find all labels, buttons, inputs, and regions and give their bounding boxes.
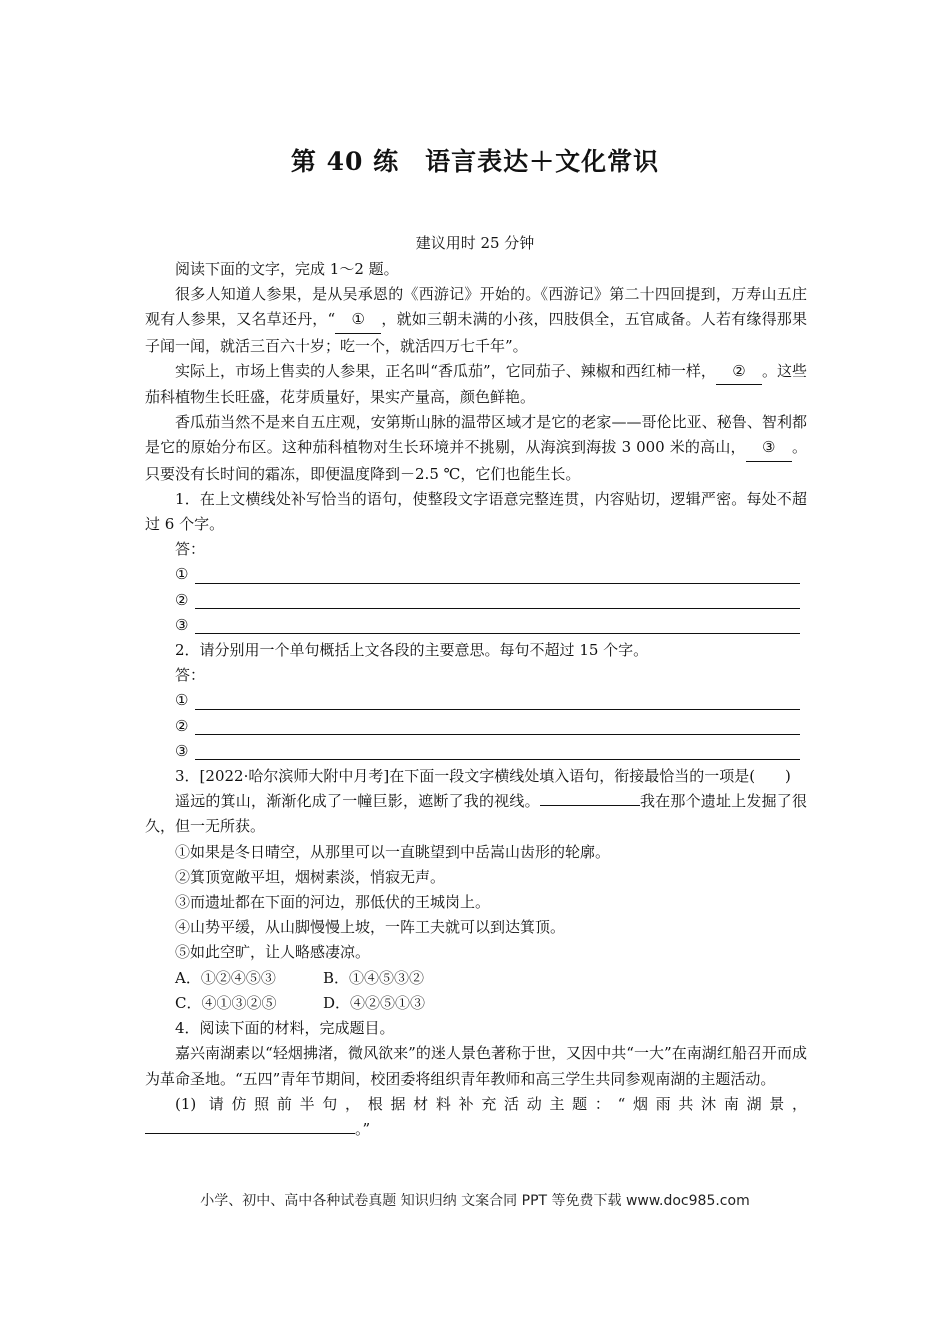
answer-line[interactable]: ① [175, 688, 807, 713]
answer-line[interactable]: ② [175, 714, 807, 739]
question-3-item: ⑤如此空旷，让人略感凄凉。 [175, 943, 371, 962]
option-c[interactable]: C．④①③②⑤ [175, 993, 277, 1012]
answer-line[interactable]: ① [175, 562, 807, 587]
page-title: 第 40 练 语言表达＋文化常识 [290, 147, 660, 176]
answer-label: 答： [175, 666, 206, 685]
blank-2: ② [716, 359, 762, 385]
question-4-blank[interactable] [145, 1133, 355, 1134]
question-4-material: 嘉兴南湖素以“轻烟拂渚，微风欲来”的迷人景色著称于世，又因中共“一大”在南湖红船召开而成为革命圣地。“五四”青年节期间，校团委将组织青年教师和高三学生共同参观南湖的主题活动。 [145, 1044, 807, 1088]
question-1: 1．在上文横线处补写恰当的语句，使整段文字语意完整连贯，内容贴切，逻辑严密。每处不超过 6 个字。 [145, 489, 807, 534]
question-4-sub-1: (1) 请仿照前半句，根据材料补充活动主题：“烟雨共沐南湖景，。” [145, 1092, 807, 1142]
answer-line[interactable]: ② [175, 588, 807, 613]
reading-intro: 阅读下面的文字，完成 1～2 题。 [175, 260, 399, 278]
blank-3: ③ [746, 435, 792, 461]
answer-label: 答： [175, 540, 206, 559]
option-a[interactable]: A．①②④⑤③ [175, 968, 276, 987]
time-suggestion: 建议用时 25 分钟 [415, 234, 535, 252]
question-4: 4．阅读下面的材料，完成题目。 [175, 1019, 395, 1038]
passage-paragraph-2: 实际上，市场上售卖的人参果，正名叫“香瓜茄”，它同茄子、辣椒和西红柿一样， ② 。这些茄科植物生长旺盛，花芽质量好，果实产量高，颜色鲜艳。 [145, 359, 807, 410]
footer-banner: 小学、初中、高中各种试卷真题 知识归纳 文案合同 PPT 等免费下载 www.doc985.com [200, 1193, 750, 1209]
option-d[interactable]: D．④②⑤①③ [323, 993, 426, 1012]
question-3-item: ②箕顶宽敞平坦，烟树素淡，悄寂无声。 [175, 867, 446, 886]
question-3-blank [540, 805, 640, 806]
passage-paragraph-1: 很多人知道人参果，是从吴承恩的《西游记》开始的。《西游记》第二十四回提到，万寿山五庄观有人参果，又名草还丹，“ ① ，就如三朝未满的小孩，四肢俱全，五官咸备。人若有缘得那果子闻一闻，就活三百六十岁；吃一个，就活四万七千年”。 [145, 285, 807, 355]
question-3-item: ①如果是冬日晴空，从那里可以一直眺望到中岳嵩山齿形的轮廓。 [175, 842, 611, 861]
document-body [145, 257, 807, 1142]
question-3-item: ③而遗址都在下面的河边，那低伏的王城岗上。 [175, 893, 491, 912]
question-3: 3．[2022·哈尔滨师大附中月考]在下面一段文字横线处填入语句，衔接最恰当的一项是( ) [175, 767, 791, 786]
question-3-options [175, 966, 807, 991]
passage-paragraph-3: 香瓜茄当然不是来自五庄观，安第斯山脉的温带区域才是它的老家——哥伦比亚、秘鲁、智利都是它的原始分布区。这种茄科植物对生长环境并不挑剔，从海滨到海拔 3 000 米的高山， ③ 。只要没有长时间的霜冻，即便温度降到－2.5 ℃，它们也能生长。 [145, 413, 807, 483]
question-3-options [175, 991, 807, 1016]
answer-line[interactable]: ③ [175, 613, 807, 638]
question-3-item: ④山势平缓，从山脚慢慢上坡，一阵工夫就可以到达箕顶。 [175, 918, 566, 937]
question-2: 2．请分别用一个单句概括上文各段的主要意思。每句不超过 15 个字。 [175, 641, 649, 660]
answer-line[interactable]: ③ [175, 739, 807, 764]
blank-1: ① [335, 307, 381, 333]
option-b[interactable]: B．①④⑤③② [323, 968, 425, 987]
question-3-passage: 遥远的箕山，渐渐化成了一幢巨影，遮断了我的视线。 我在那个遗址上发掘了很久，但一无所获。 [145, 792, 807, 836]
